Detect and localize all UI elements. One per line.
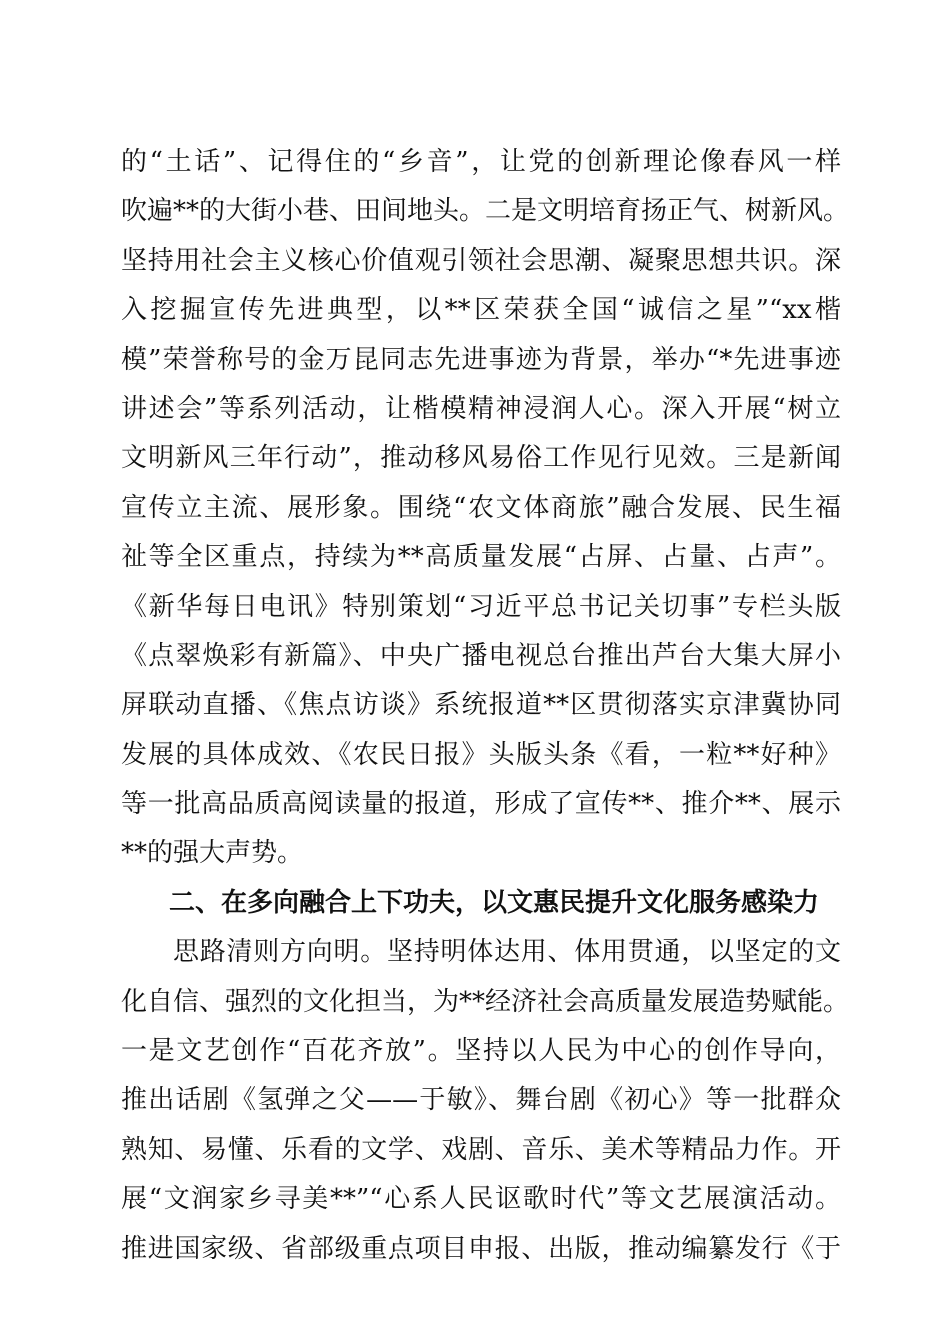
- body-line: 推进国家级、省部级重点项目申报、出版，推动编纂发行《于: [121, 1233, 841, 1264]
- body-line: 一是文艺创作“百花齐放”。坚持以人民为中心的创作导向，: [121, 1036, 841, 1067]
- body-line: **的强大声势。: [121, 838, 304, 869]
- body-line: 屏联动直播、《焦点访谈》系统报道**区贯彻落实京津冀协同: [121, 690, 841, 721]
- document-body: [121, 138, 850, 1274]
- body-line: 《点翠焕彩有新篇》、中央广播电视总台推出芦台大集大屏小: [121, 640, 841, 671]
- body-line: 文明新风三年行动”，推动移风易俗工作见行见效。三是新闻: [121, 443, 841, 474]
- section-heading: 二、在多向融合上下功夫，以文惠民提升文化服务感染力: [169, 887, 820, 918]
- body-line: 展“文润家乡寻美**”“心系人民讴歌时代”等文艺展演活动。: [121, 1184, 841, 1215]
- body-line: 坚持用社会主义核心价值观引领社会思潮、凝聚思想共识。深: [121, 245, 841, 276]
- body-line: 发展的具体成效、《农民日报》头版头条《看，一粒**好种》: [121, 739, 841, 770]
- body-line: 讲述会”等系列活动，让楷模精神浸润人心。深入开展“树立: [121, 393, 841, 424]
- body-line: 等一批高品质高阅读量的报道，形成了宣传**、推介**、展示: [121, 789, 841, 820]
- body-line: 推出话剧《氢弹之父——于敏》、舞台剧《初心》等一批群众: [121, 1085, 841, 1116]
- body-line: 的“土话”、记得住的“乡音”，让党的创新理论像春风一样: [121, 147, 841, 177]
- body-line: 模”荣誉称号的金万昆同志先进事迹为背景，举办“*先进事迹: [121, 344, 841, 375]
- body-line: 宣传立主流、展形象。围绕“农文体商旅”融合发展、民生福: [121, 492, 841, 523]
- paragraph-first-line: 思路清则方向明。坚持明体达用、体用贯通，以坚定的文: [173, 937, 841, 968]
- body-line: 熟知、易懂、乐看的文学、戏剧、音乐、美术等精品力作。开: [121, 1134, 841, 1165]
- body-line: 吹遍**的大街小巷、田间地头。二是文明培育扬正气、树新风。: [121, 196, 850, 227]
- body-line: 《新华每日电讯》特别策划“习近平总书记关切事”专栏头版: [121, 591, 841, 622]
- body-line: 入挖掘宣传先进典型，以**区荣获全国“诚信之星”“xx楷: [121, 295, 841, 326]
- body-line: 祉等全区重点，持续为**高质量发展“占屏、占量、占声”。: [121, 542, 841, 573]
- body-line: 化自信、强烈的文化担当，为**经济社会高质量发展造势赋能。: [121, 986, 850, 1017]
